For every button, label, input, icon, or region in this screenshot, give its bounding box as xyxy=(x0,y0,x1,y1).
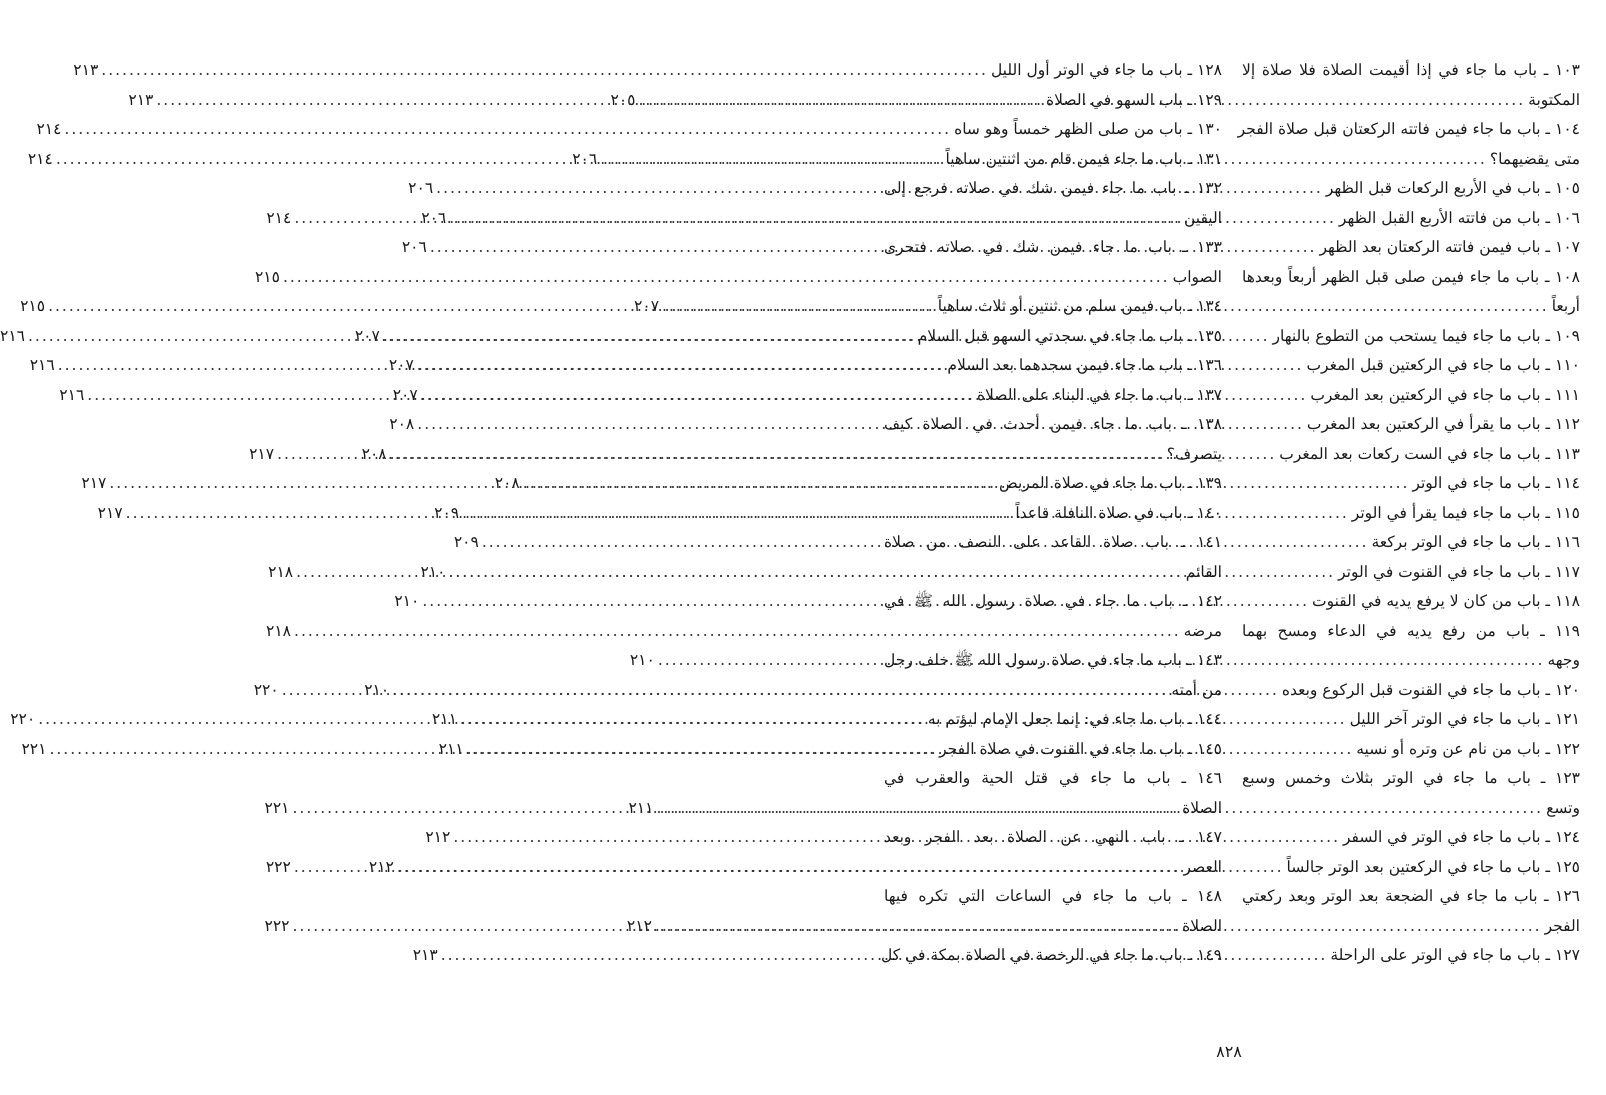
index-entry xyxy=(884,528,1222,558)
entry-page-number: ٢٠٦ xyxy=(572,149,598,168)
entry-title: متى يقضيهما؟ xyxy=(1489,149,1580,168)
entry-page-number: ٢١٨ xyxy=(268,562,294,581)
entry-title: ١٤٠ ـ باب في صلاة النافلة قاعداً xyxy=(1015,503,1222,522)
entry-title: ١١٥ ـ باب ما جاء فيما يقرأ في الوتر xyxy=(1351,503,1580,522)
entry-title: ١٠٨ ـ باب ما جاء فيمن صلى قبل الظهر أربعاً وبعدها xyxy=(1242,267,1580,286)
entry-title: ١٤٧ ـ باب النهي عن الصلاة بعد الفجر وبعد xyxy=(884,828,1222,846)
entry-title: ١١٦ ـ باب ما جاء في الوتر بركعة xyxy=(1371,533,1580,551)
dot-leader xyxy=(38,705,925,735)
entry-page-number: ٢٢١ xyxy=(264,798,290,817)
entry-title: ١٣١ ـ باب ما جاء فيمن قام من اثنتين ساهياً xyxy=(945,149,1222,168)
entry-page-number: ٢١١ xyxy=(438,739,464,758)
entry-title: ١٤٦ ـ باب ما جاء في قتل الحية والعقرب في xyxy=(884,769,1222,787)
index-entry xyxy=(1242,617,1580,647)
entry-page-number: ٢٠٦ xyxy=(408,179,434,197)
entry-title: ١٣٢ ـ باب ما جاء فيمن شك في صلاته فرجع إلى xyxy=(884,179,1222,197)
entry-page-number: ٢٢١ xyxy=(21,739,47,758)
entry-page-number: ٢٢٢ xyxy=(265,857,291,876)
entry-title: ١٤٢ ـ باب ما جاء في صلاة رسول الله ﷺ في xyxy=(884,592,1222,610)
index-entry xyxy=(36,115,1222,145)
entry-title: الصواب xyxy=(1172,267,1222,286)
entry-title: ١١٧ ـ باب ما جاء في القنوت في الوتر xyxy=(1338,562,1580,581)
index-entry xyxy=(266,617,1222,647)
entry-page-number: ٢٢٠ xyxy=(253,680,279,699)
entry-page-number: ٢٠٨ xyxy=(494,474,520,492)
entry-page-number: ٢١٢ xyxy=(626,916,652,935)
entry-title: مرضه xyxy=(1183,621,1222,640)
entry-title: وجهه xyxy=(1547,651,1580,669)
dot-leader xyxy=(56,145,943,175)
dot-leader xyxy=(87,381,974,411)
entry-page-number: ٢١٤ xyxy=(36,120,62,138)
entry-page-number: ٢٢٢ xyxy=(264,916,290,935)
entry-title: ١٠٥ ـ باب في الأربع الركعات قبل الظهر xyxy=(1325,179,1580,197)
entry-title: ١٤٩ ـ باب ما جاء في الرخصة في الصلاة بمكة في كل xyxy=(881,946,1222,964)
entry-page-number: ٢١٥ xyxy=(254,267,280,286)
index-entry xyxy=(884,587,1222,617)
entry-page-number: ٢١٤ xyxy=(27,149,53,168)
dot-leader xyxy=(293,912,1180,942)
entry-title: القائم xyxy=(1185,562,1222,581)
entry-title: ١٢٩ ـ باب السهو في الصلاة xyxy=(1046,90,1222,109)
entry-page-number: ٢١٧ xyxy=(81,474,107,492)
entry-page-number: ٢١٤ xyxy=(266,208,292,227)
entry-page-number: ٢١١ xyxy=(628,798,654,817)
dot-leader xyxy=(64,115,951,145)
entry-page-number: ٢١٥ xyxy=(20,297,46,315)
dot-leader xyxy=(101,56,988,86)
entry-page-number: ٢١٠ xyxy=(420,562,446,581)
entry-page-number: ٢٢٠ xyxy=(10,710,36,728)
dot-leader xyxy=(294,204,1181,234)
index-entry xyxy=(73,56,1222,86)
entry-page-number: ٢٠٧ xyxy=(634,297,660,315)
entry-title: ١٠٣ ـ باب ما جاء في إذا أقيمت الصلاة فلا صلاة إلا xyxy=(1242,61,1580,79)
entry-title: ١٢٠ ـ باب ما جاء في القنوت قبل الركوع وبعده xyxy=(1281,680,1580,699)
index-entry xyxy=(254,263,1222,293)
entry-title: ١٢٧ ـ باب ما جاء في الوتر على الراحلة xyxy=(1330,946,1580,964)
index-entry xyxy=(884,233,1222,263)
entry-title: ١٢٨ ـ باب ما جاء في الوتر أول الليل xyxy=(990,61,1222,79)
dot-leader xyxy=(156,86,1043,116)
page-number: ٨٢٨ xyxy=(1216,1042,1242,1061)
entry-title: ١٢٦ ـ باب ما جاء في الضجعة بعد الوتر وبعد ركعتي xyxy=(1242,887,1580,905)
index-entry xyxy=(884,174,1222,204)
entry-page-number: ٢٠٩ xyxy=(453,533,479,551)
dot-leader xyxy=(296,558,1183,588)
entry-title: ١٣٧ ـ باب ما جاء في البناء على الصلاة xyxy=(976,385,1222,404)
entry-title: ١٠٦ ـ باب من فاتته الأربع القبل الظهر xyxy=(1338,208,1580,227)
entry-page-number: ٢١٣ xyxy=(128,90,154,109)
entry-title: المكتوبة xyxy=(1528,90,1580,109)
index-entry xyxy=(1242,263,1580,293)
dot-leader xyxy=(277,440,1164,470)
entry-title: ١٠٤ ـ باب ما جاء فيمن فاتته الركعتان قبل صلاة الفجر xyxy=(1237,120,1580,138)
index-entry xyxy=(1242,56,1580,86)
entry-title: ١٠٩ ـ باب ما جاء فيما يستحب من التطوع بالنهار xyxy=(1272,326,1580,345)
entry-title: ١٢٥ ـ باب ما جاء في الركعتين بعد الوتر جالساً xyxy=(1286,857,1580,876)
entry-page-number: ٢١٨ xyxy=(266,621,292,640)
entry-page-number: ٢١٠ xyxy=(364,680,390,699)
entry-title: ١٤٨ ـ باب ما جاء في الساعات التي تكره فيها xyxy=(884,887,1222,905)
entry-title: من أمته xyxy=(1171,680,1222,699)
entry-title: ١٢٤ ـ باب ما جاء في الوتر في السفر xyxy=(1343,828,1580,846)
entry-page-number: ٢٠٥ xyxy=(610,90,636,109)
index-entry xyxy=(884,646,1222,676)
entry-page-number: ٢١٣ xyxy=(73,61,99,79)
entry-title: ١٤٥ ـ باب ما جاء في القنوت في صلاة الفجر xyxy=(939,739,1222,758)
entry-title: ١٢٣ ـ باب ما جاء في الوتر بثلاث وخمس وسبع xyxy=(1242,769,1580,787)
entry-title: الفجر xyxy=(1544,916,1580,935)
dot-leader xyxy=(294,853,1181,883)
entry-title: ١٤٤ ـ باب ما جاء في: إنما جعل الإمام ليؤتم به xyxy=(927,710,1222,728)
index-entry xyxy=(884,410,1222,440)
entry-title: ١٢١ ـ باب ما جاء في الوتر آخر الليل xyxy=(1349,710,1580,728)
entry-title: العصر xyxy=(1183,857,1222,876)
entry-title: ١٣٥ ـ باب ما جاء في سجدتي السهو قبل السلام xyxy=(917,326,1222,345)
dot-leader xyxy=(126,499,1013,529)
entry-page-number: ٢٠٧ xyxy=(388,356,414,374)
entry-page-number: ٢١٧ xyxy=(97,503,123,522)
index-entry xyxy=(884,764,1222,794)
entry-title: ١١٠ ـ باب ما جاء في الركعتين قبل المغرب xyxy=(1306,356,1580,374)
entry-title: وتسع xyxy=(1546,798,1580,817)
entry-page-number: ٢٠٨ xyxy=(389,415,415,433)
entry-title: ١١٩ ـ باب من رفع يديه في الدعاء ومسح بهما xyxy=(1242,621,1580,640)
entry-page-number: ٢١٦ xyxy=(59,385,85,404)
entry-page-number: ٢١٣ xyxy=(412,946,438,964)
entry-page-number: ٢٠٨ xyxy=(361,444,387,463)
entry-title: الصلاة xyxy=(1182,798,1222,817)
index-entry xyxy=(881,941,1222,971)
dot-leader xyxy=(49,735,936,765)
entry-page-number: ٢٠٧ xyxy=(392,385,418,404)
entry-title: ١٣٦ ـ باب ما جاء فيمن سجدهما بعد السلام xyxy=(947,356,1222,374)
entry-title: ١٠٧ ـ باب فيمن فاتته الركعتان بعد الظهر xyxy=(1319,238,1580,256)
entry-title: الصلاة xyxy=(1182,916,1222,935)
entry-title: ١٣٣ ـ باب ما جاء فيمن شك في صلاته فتحرى xyxy=(884,238,1222,256)
entry-page-number: ٢١٠ xyxy=(629,651,655,669)
entry-page-number: ٢١٠ xyxy=(394,592,420,610)
entry-page-number: ٢٠٧ xyxy=(354,326,380,345)
dot-leader xyxy=(48,292,935,322)
index-entry xyxy=(884,882,1222,912)
entry-page-number: ٢١٦ xyxy=(0,326,25,345)
entry-title: ١٤٣ ـ باب ما جاء في صلاة رسول الله ﷺ خلف رجل xyxy=(884,651,1222,669)
entry-title: ١٢٢ ـ باب من نام عن وتره أو نسيه xyxy=(1356,739,1580,758)
index-entry xyxy=(1242,882,1580,912)
entry-page-number: ٢١٧ xyxy=(249,444,275,463)
entry-title: ١١٤ ـ باب ما جاء في الوتر xyxy=(1412,474,1580,492)
dot-leader xyxy=(294,617,1181,647)
dot-leader xyxy=(58,351,945,381)
dot-leader xyxy=(109,469,996,499)
entry-title: ١١١ ـ باب ما جاء في الركعتين بعد المغرب xyxy=(1310,385,1580,404)
entry-page-number: ٢٠٩ xyxy=(434,503,460,522)
dot-leader xyxy=(283,263,1170,293)
entry-title: ١٣٠ ـ باب من صلى الظهر خمساً وهو ساه xyxy=(954,120,1222,138)
entry-title: يتصرف؟ xyxy=(1166,444,1222,463)
entry-title: ١٤١ ـ باب صلاة القاعد على النصف من صلاة xyxy=(884,533,1222,551)
dot-leader xyxy=(282,676,1169,706)
entry-page-number: ٢٠٦ xyxy=(421,208,447,227)
entry-title: ١١٨ ـ باب من كان لا يرفع يديه في القنوت xyxy=(1312,592,1580,610)
entry-title: ١٣٤ ـ باب فيمن سلم من ثنتين أو ثلاث ساهياً xyxy=(937,297,1222,315)
index-entry xyxy=(1237,115,1580,145)
entry-page-number: ٢١٦ xyxy=(29,356,55,374)
entry-page-number: ٢١١ xyxy=(431,710,457,728)
index-entry xyxy=(884,823,1222,853)
index-entry xyxy=(1242,764,1580,794)
dot-leader xyxy=(28,322,915,352)
entry-title: أربعاً xyxy=(1551,297,1580,315)
entry-title: ١١٣ ـ باب ما جاء في الست ركعات بعد المغرب xyxy=(1279,444,1580,463)
dot-leader xyxy=(293,794,1180,824)
entry-title: ١١٢ ـ باب ما يقرأ في الركعتين بعد المغرب xyxy=(1306,415,1580,433)
entry-page-number: ٢١٢ xyxy=(425,828,451,846)
entry-page-number: ٢٠٦ xyxy=(401,238,427,256)
entry-title: ١٣٩ ـ باب ما جاء في صلاة المريض xyxy=(999,474,1222,492)
entry-page-number: ٢١٢ xyxy=(368,857,394,876)
entry-title: ١٣٨ ـ باب ما جاء فيمن أحدث في الصلاة كيف xyxy=(884,415,1222,433)
entry-title: اليقين xyxy=(1183,208,1222,227)
